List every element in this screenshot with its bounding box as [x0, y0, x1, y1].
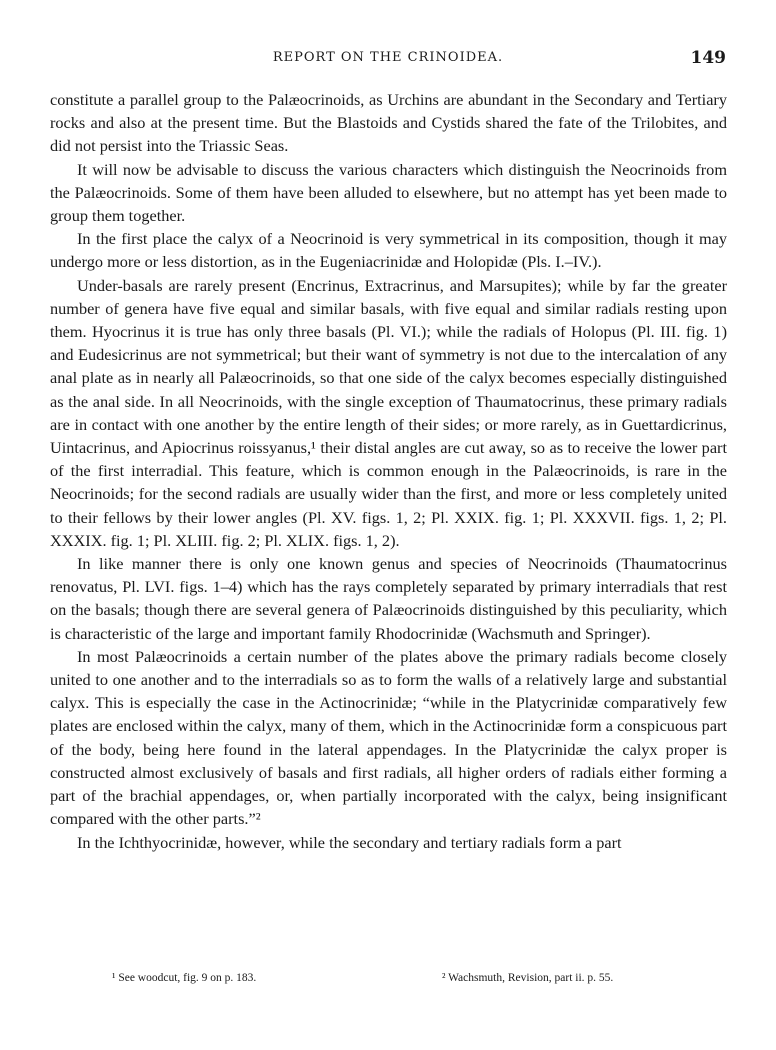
footnote: ² Wachsmuth, Revision, part ii. p. 55.	[442, 972, 614, 984]
paragraph: In like manner there is only one known genus and species of Neocrinoids (Thaumatocrinus renovatus, Pl. LVI. figs. 1–4) which has the rays completely separated by primary interradials that rest on the basals; though there are several genera of Palæocrinoids distinguished by this peculiarity, which is characteristic of the large and important family Rhodocrinidæ (Wachsmuth and Springer).	[50, 554, 727, 643]
page-header	[50, 48, 726, 70]
running-head: REPORT ON THE CRINOIDEA.	[272, 50, 504, 65]
paragraph: constitute a parallel group to the Palæocrinoids, as Urchins are abundant in the Secondary and Tertiary rocks and also at the present time. But the Blastoids and Cystids shared the fate of the Trilobites, and did not persist into the Triassic Seas.	[50, 90, 727, 156]
footnotes	[50, 972, 727, 992]
paragraph: In the Ichthyocrinidæ, however, while the secondary and tertiary radials form a part	[77, 832, 622, 852]
paragraph: Under-basals are rarely present (Encrinus, Extracrinus, and Marsupites); while by far the greater number of genera have five equal and similar basals, with five equal and similar radials resting upon them. Hyocrinus it is true has only three basals (Pl. VI.); while the radials of Holopus (Pl. III. fig. 1) and Eudesicrinus are not symmetrical; but their want of symmetry is not due to the intercalation of any anal plate as in nearly all Palæocrinoids, so that one side of the calyx becomes especially distinguished as the anal side. In all Neocrinoids, with the single exception of Thaumatocrinus, these primary radials are in contact with one another by the entire length of their sides; or more rarely, as in Guettardicrinus, Uintacrinus, and Apiocrinus roissyanus,¹ their distal angles are cut away, so as to receive the lower part of the first interradial. This feature, which is common enough in the Palæocrinoids, is rare in the Neocrinoids; for the second radials are usually wider than the first, and more or less completely united to their fellows by their lower angles (Pl. XV. figs. 1, 2; Pl. XXIX. fig. 1; Pl. XXXVII. figs. 1, 2; Pl. XXXIX. fig. 1; Pl. XLIII. fig. 2; Pl. XLIX. figs. 1, 2).	[50, 275, 727, 550]
footnote: ¹ See woodcut, fig. 9 on p. 183.	[112, 972, 257, 984]
page-number: 149	[690, 48, 726, 68]
paragraph: In the first place the calyx of a Neocrinoid is very symmetrical in its composition, though it may undergo more or less distortion, as in the Eugeniacrinidæ and Holopidæ (Pls. I.–IV.).	[50, 229, 727, 272]
paragraph: In most Palæocrinoids a certain number of the plates above the primary radials become closely united to one another and to the interradials so as to form the walls of a relatively large and substantial calyx. This is especially the case in the Actinocrinidæ; “while in the Platycrinidæ comparatively few plates are enclosed within the calyx, many of them, which in the Actinocrinidæ form a conspicuous part of the body, being here found in the lateral appendages. In the Platycrinidæ the calyx proper is constructed almost exclusively of basals and first radials, all higher orders of radials either forming a part of the brachial appendages, or, when partially incorporated with the calyx, being insignificant compared with the other parts.”²	[50, 646, 727, 829]
body-text	[50, 88, 727, 854]
paragraph: It will now be advisable to discuss the various characters which distinguish the Neocrinoids from the Palæocrinoids. Some of them have been alluded to elsewhere, but no attempt has yet been made to group them together.	[50, 159, 727, 226]
